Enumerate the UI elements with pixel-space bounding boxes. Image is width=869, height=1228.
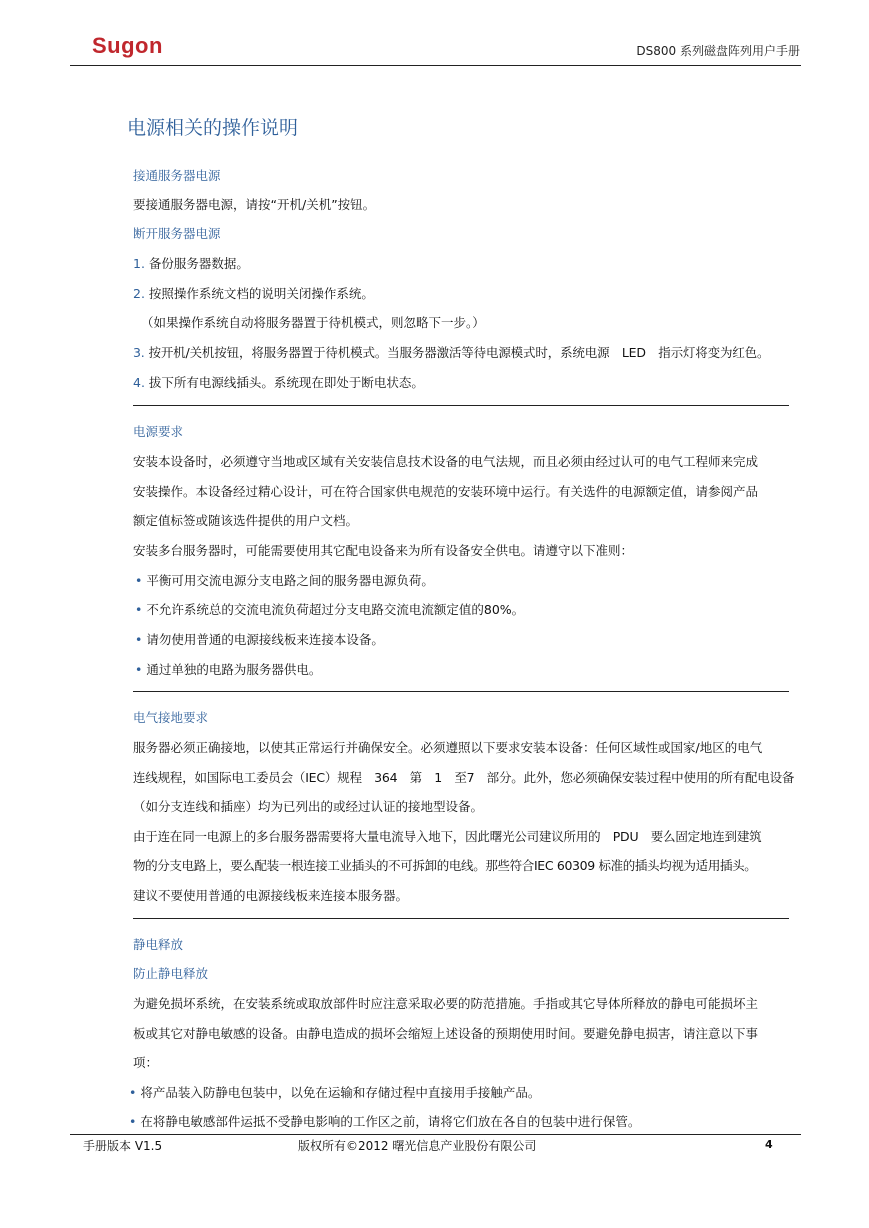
paragraph-line: 安装多台服务器时，可能需要使用其它配电设备来为所有设备安全供电。请遵守以下准则： bbox=[133, 543, 634, 558]
manual-version: 手册版本 V1.5 bbox=[83, 1139, 163, 1153]
copyright: 版权所有©2012 曙光信息产业股份有限公司 bbox=[298, 1139, 537, 1153]
paragraph-line: （如分支连线和插座）均为已列出的或经过认证的接地型设备。 bbox=[133, 799, 484, 814]
paragraph-line: 为避免损坏系统，在安装系统或取放部件时应注意采取必要的防范措施。手指或其它导体所释放的静电可能损坏主 bbox=[133, 996, 759, 1011]
paragraph-line: 额定值标签或随该选件提供的用户文档。 bbox=[133, 513, 359, 528]
brand-logo: Sugon bbox=[92, 33, 163, 58]
header-divider bbox=[70, 65, 801, 66]
bullet-dot-icon: • bbox=[135, 632, 143, 647]
grounding-heading: 电气接地要求 bbox=[133, 710, 209, 725]
step-note bbox=[141, 313, 485, 331]
bullet-dot-icon: • bbox=[135, 602, 143, 617]
step-note-text: （如果操作系统自动将服务器置于待机模式，则忽略下一步。） bbox=[141, 315, 485, 330]
page-title: 电源相关的操作说明 bbox=[127, 117, 299, 139]
bullet-dot-icon: • bbox=[129, 1114, 137, 1129]
step-number: 4. bbox=[133, 375, 145, 390]
step-item bbox=[133, 343, 769, 361]
section-divider bbox=[133, 691, 789, 692]
step-item bbox=[133, 254, 249, 272]
paragraph-line: 安装本设备时，必须遵守当地或区域有关安装信息技术设备的电气法规，而且必须由经过认可的电气工程师来完成 bbox=[133, 454, 759, 469]
paragraph-line: 板或其它对静电敏感的设备。由静电造成的损坏会缩短上述设备的预期使用时间。要避免静电损害，请注意以下事 bbox=[133, 1026, 759, 1041]
paragraph-line: 安装操作。本设备经过精心设计，可在符合国家供电规范的安装环境中运行。有关选件的电源额定值，请参阅产品 bbox=[133, 484, 759, 499]
bullet-text: 请勿使用普通的电源接线板来连接本设备。 bbox=[146, 632, 384, 647]
bullet-item bbox=[135, 571, 434, 589]
paragraph-line: 由于连在同一电源上的多台服务器需要将大量电流导入地下，因此曙光公司建议所用的 PDU 要么固定地连到建筑 bbox=[133, 829, 762, 844]
bullet-item bbox=[135, 630, 384, 648]
paragraph-line: 物的分支电路上，要么配装一根连接工业插头的不可拆卸的电线。那些符合IEC 60309 标准的插头均视为适用插头。 bbox=[133, 858, 757, 873]
paragraph-line: 服务器必须正确接地，以使其正常运行并确保安全。必须遵照以下要求安装本设备：任何区域性或国家/地区的电气 bbox=[133, 740, 763, 755]
section-divider bbox=[133, 918, 789, 919]
step-text: 备份服务器数据。 bbox=[148, 256, 249, 271]
step-number: 1. bbox=[133, 256, 145, 271]
bullet-item bbox=[135, 660, 321, 678]
power-off-heading: 断开服务器电源 bbox=[133, 226, 221, 241]
bullet-dot-icon: • bbox=[135, 662, 143, 677]
step-text: 按照操作系统文档的说明关闭操作系统。 bbox=[148, 286, 374, 301]
esd-heading: 静电释放 bbox=[133, 937, 184, 952]
bullet-item bbox=[129, 1083, 540, 1101]
step-item bbox=[133, 284, 374, 302]
bullet-dot-icon: • bbox=[129, 1085, 137, 1100]
bullet-text: 在将静电敏感部件运抵不受静电影响的工作区之前，请将它们放在各自的包装中进行保管。 bbox=[140, 1114, 641, 1129]
esd-subheading: 防止静电释放 bbox=[133, 966, 209, 981]
paragraph-line: 项： bbox=[133, 1055, 159, 1070]
step-text: 拔下所有电源线插头。系统现在即处于断电状态。 bbox=[148, 375, 424, 390]
bullet-item bbox=[135, 600, 524, 618]
step-number: 2. bbox=[133, 286, 145, 301]
document-title: DS800 系列磁盘阵列用户手册 bbox=[636, 44, 800, 58]
power-req-heading: 电源要求 bbox=[133, 424, 184, 439]
bullet-text: 将产品装入防静电包装中，以免在运输和存储过程中直接用手接触产品。 bbox=[140, 1085, 541, 1100]
paragraph-line: 建议不要使用普通的电源接线板来连接本服务器。 bbox=[133, 888, 409, 903]
footer-divider bbox=[70, 1134, 801, 1135]
section-divider bbox=[133, 405, 789, 406]
bullet-text: 平衡可用交流电源分支电路之间的服务器电源负荷。 bbox=[146, 573, 434, 588]
bullet-text: 通过单独的电路为服务器供电。 bbox=[146, 662, 322, 677]
step-number: 3. bbox=[133, 345, 145, 360]
paragraph-line: 连线规程，如国际电工委员会（IEC）规程 364 第 1 至7 部分。此外，您必须确保安装过程中使用的所有配电设备 bbox=[133, 770, 795, 785]
bullet-item bbox=[129, 1112, 640, 1130]
bullet-dot-icon: • bbox=[135, 573, 143, 588]
step-item bbox=[133, 373, 424, 391]
step-text: 按开机/关机按钮，将服务器置于待机模式。当服务器激活等待电源模式时，系统电源 LED 指示灯将变为红色。 bbox=[148, 345, 770, 360]
power-on-heading: 接通服务器电源 bbox=[133, 168, 221, 183]
bullet-text: 不允许系统总的交流电流负荷超过分支电路交流电流额定值的80%。 bbox=[146, 602, 525, 617]
power-on-text: 要接通服务器电源，请按“开机/关机”按钮。 bbox=[133, 197, 376, 212]
page-number: 4 bbox=[765, 1138, 773, 1151]
